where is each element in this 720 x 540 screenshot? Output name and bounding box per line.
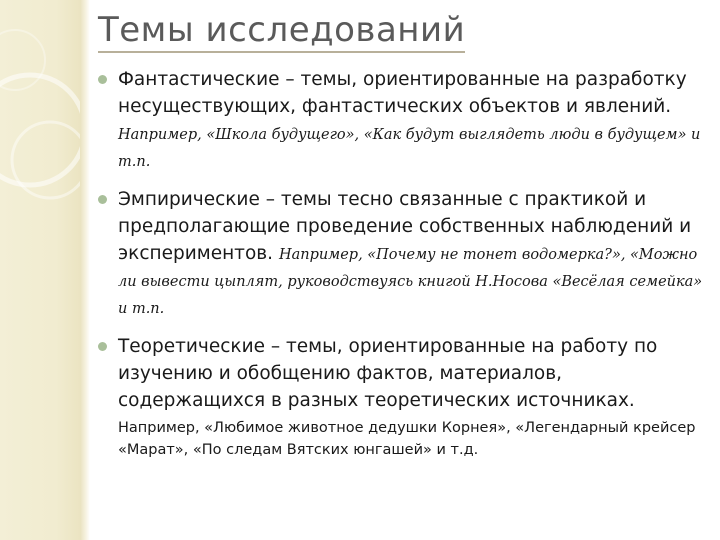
list-item-empirical xyxy=(96,186,706,321)
topic-example: Например, «Школа будущего», «Как будут выглядеть люди в будущем» и т.п. xyxy=(118,127,701,170)
bullet-icon xyxy=(98,75,107,84)
list-item-text xyxy=(118,186,706,321)
list-item-fantastic xyxy=(96,66,706,174)
topic-description: – темы, ориентированные на разработку несуществующих, фантастических объектов и явлений. xyxy=(118,69,687,117)
decorative-rings-graphic xyxy=(0,0,80,540)
list-item-text xyxy=(118,333,706,461)
topic-example: Например, «Почему не тонет водомерка?», «Можно ли вывести цыплят, руководствуясь книгой Н.Носова «Весёлая семейка» и т.п. xyxy=(118,247,703,317)
topic-term: Теоретические xyxy=(118,336,265,357)
page-title: Темы исследований xyxy=(98,10,465,53)
list-item-theoretical xyxy=(96,333,706,461)
list-item-text xyxy=(118,66,706,174)
decorative-side-panel xyxy=(0,0,80,540)
topic-description: – темы, ориентированные на работу по изучению и обобщению фактов, материалов, содержащихся в разных теоретических источниках. xyxy=(118,336,658,411)
bullet-icon xyxy=(98,342,107,351)
topics-list xyxy=(96,66,706,461)
topic-term: Эмпирические xyxy=(118,189,260,210)
bullet-icon xyxy=(98,195,107,204)
panel-divider xyxy=(80,0,90,540)
topic-description: – темы тесно связанные с практикой и предполагающие проведение собственных наблюдений и экспериментов. xyxy=(118,189,692,264)
topic-term: Фантастические xyxy=(118,69,280,90)
topic-example: Например, «Любимое животное дедушки Корнея», «Легендарный крейсер «Марат», «По следам Вятских юнгашей» и т.д. xyxy=(118,420,696,458)
